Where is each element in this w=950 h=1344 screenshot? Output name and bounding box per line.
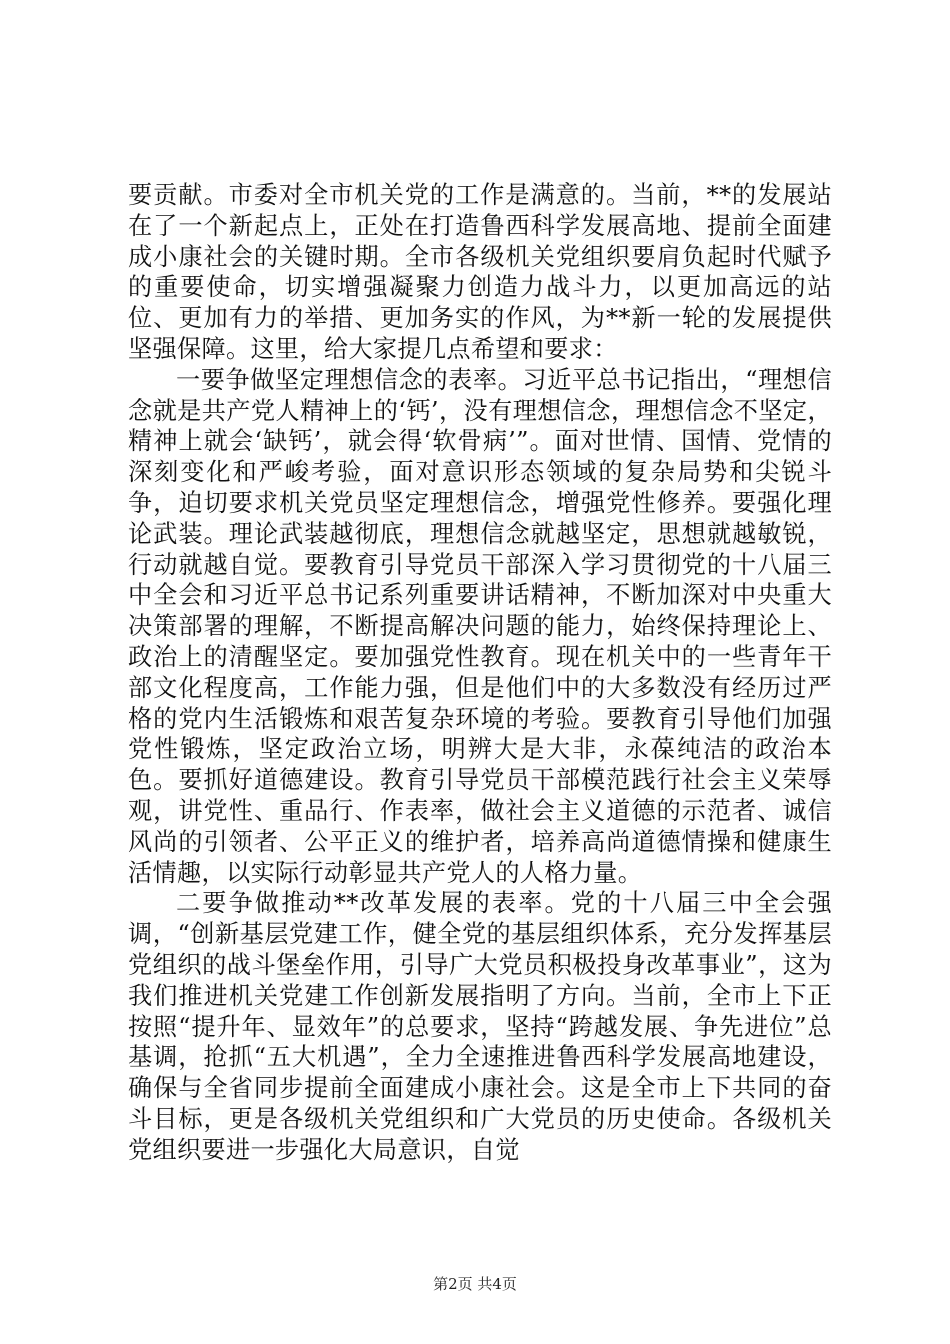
- document-body: [128, 180, 832, 1166]
- page-footer: 第2页 共4页: [433, 1275, 517, 1293]
- paragraph-3: 二要争做推动**改革发展的表率。党的十八届三中全会强调，“创新基层党建工作，健全党的基层组织体系，充分发挥基层党组织的战斗堡垒作用，引导广大党员积极投身改革事业”，这为我们推进机关党建工作创新发展指明了方向。当前，全市上下正按照“提升年、显效年”的总要求，坚持“跨越发展、争先进位”总基调，抢抓“五大机遇”，全力全速推进鲁西科学发展高地建设，确保与全省同步提前全面建成小康社会。这是全市上下共同的奋斗目标，更是各级机关党组织和广大党员的历史使命。各级机关党组织要进一步强化大局意识，自觉: [128, 889, 832, 1164]
- paragraph-2: 一要争做坚定理想信念的表率。习近平总书记指出，“理想信念就是共产党人精神上的‘钙’，没有理想信念，理想信念不坚定，精神上就会‘缺钙’，就会得‘软骨病’”。面对世情、国情、党情的深刻变化和严峻考验，面对意识形态领域的复杂局势和尖锐斗争，迫切要求机关党员坚定理想信念，增强党性修养。要强化理论武装。理论武装越彻底，理想信念就越坚定，思想就越敏锐，行动就越自觉。要教育引导党员干部深入学习贯彻党的十八届三中全会和习近平总书记系列重要讲话精神，不断加深对中央重大决策部署的理解，不断提高解决问题的能力，始终保持理论上、政治上的清醒坚定。要加强党性教育。现在机关中的一些青年干部文化程度高，工作能力强，但是他们中的大多数没有经历过严格的党内生活锻炼和艰苦复杂环境的考验。要教育引导他们加强党性锻炼，坚定政治立场，明辨大是大非，永葆纯洁的政治本色。要抓好道德建设。教育引导党员干部模范践行社会主义荣辱观，讲党性、重品行、作表率，做社会主义道德的示范者、诚信风尚的引领者、公平正义的维护者，培养高尚道德情操和健康生活情趣，以实际行动彰显共产党人的人格力量。: [128, 365, 832, 887]
- paragraph-1: 要贡献。市委对全市机关党的工作是满意的。当前，**的发展站在了一个新起点上，正处在打造鲁西科学发展高地、提前全面建成小康社会的关键时期。全市各级机关党组织要肩负起时代赋予的重要使命，切实增强凝聚力创造力战斗力，以更加高远的站位、更加有力的举措、更加务实的作风，为**新一轮的发展提供坚强保障。这里，给大家提几点希望和要求：: [128, 181, 832, 363]
